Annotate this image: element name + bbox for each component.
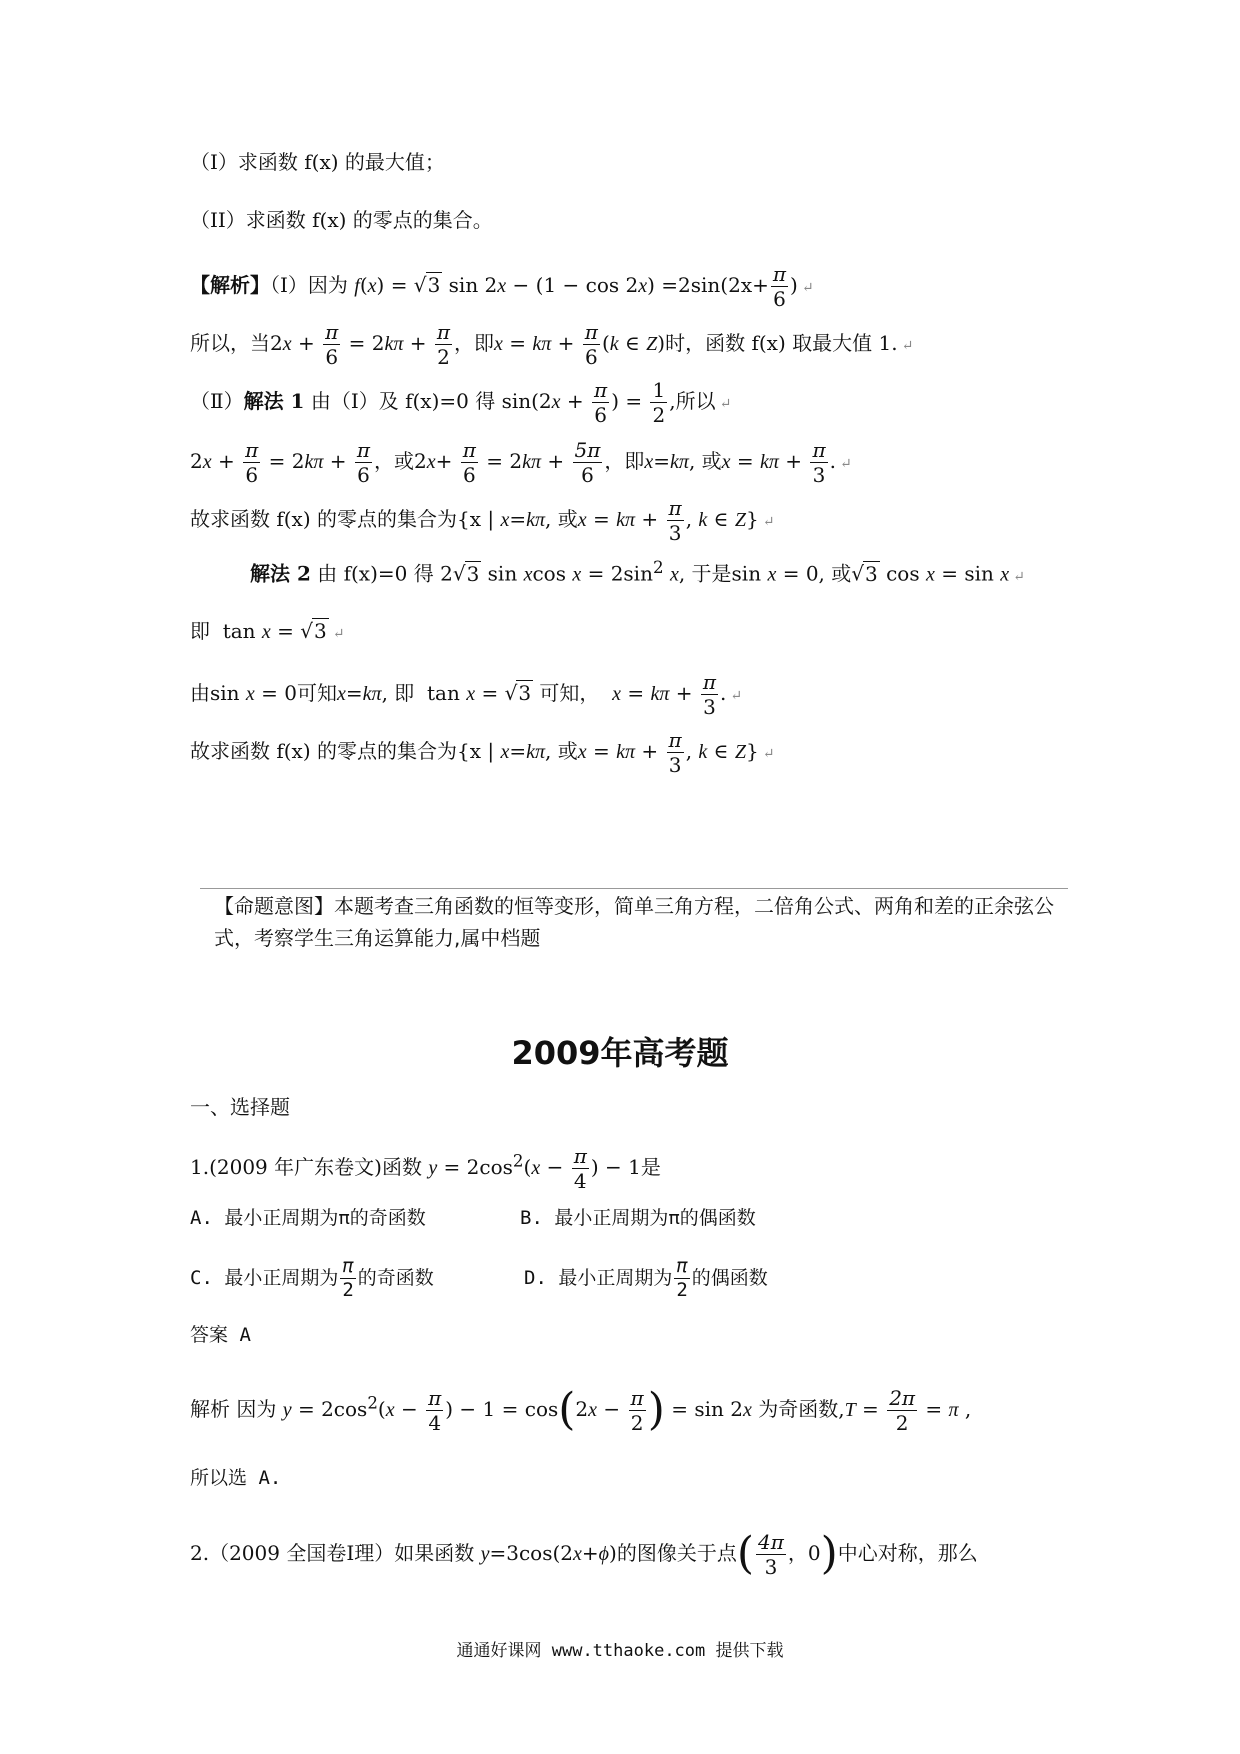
q1-option-d-suffix: 的偶函数 [691, 1267, 768, 1289]
q1-option-c-suffix: 的奇函数 [357, 1267, 434, 1289]
page-footer: 通通好课网 www.tthaoke.com 提供下载 [456, 1641, 784, 1661]
zero-set-text-1: 故求函数 f(x) 的零点的集合为 [190, 507, 458, 531]
method1-text: 由（Ⅰ）及 f(x)=0 得 [310, 389, 496, 413]
q1-analysis-prefix: 解析 因为 [190, 1396, 277, 1421]
solution-label: 【解析】 [190, 273, 270, 297]
method2-line: 解法 2 由 f(x)=0 得 2√3 sin xcos $x = 2\sin^2$ x, 于是sin x = 0, 或√3 cos x = sin x ↵ [250, 558, 1025, 586]
part-II-question: （II）求函数 f(x) 的零点的集合。 [190, 208, 493, 232]
q1-suffix: 是 [640, 1155, 661, 1179]
q2-line: 2.（2009 全国卷Ⅰ理）如果函数 y=3cos(2x+ϕ)的图像关于点( $\frac{4\pi}{3}$ ，0)中心对称，那么 [190, 1528, 978, 1579]
method1-equations: 2x + $\frac{\pi}{6}$ = 2kπ + $\frac{\pi}{6}$ ，或2x+ $\frac{\pi}{6}$ = 2kπ + $\frac{5\pi}{6}$ ，即x=kπ, 或x = kπ + $\frac{\pi}{3}$ . ↵ [190, 438, 852, 487]
q1-option-c-prefix: C. 最小正周期为 [190, 1267, 339, 1289]
ji-text-2: 即 [394, 681, 415, 705]
q1-prefix: 1.(2009 年广东卷文)函数 [190, 1155, 422, 1179]
q1-option-d: D. 最小正周期为 $\frac{\pi}{2}$ 的偶函数 [524, 1255, 768, 1301]
zero-set-text-2: 故求函数 f(x) 的零点的集合为 [190, 739, 458, 763]
section-title: 2009年高考题 [511, 1034, 729, 1072]
method1-label: 解法 1 [243, 389, 305, 413]
from-sin-line: 由sin x = 0可知x=kπ, 即 tan x = √3 可知， x = kπ + $\frac{\pi}{3}$ . ↵ [190, 670, 743, 719]
kezhi-text-2: 可知 [539, 681, 580, 705]
method2-text: 由 f(x)=0 得 [317, 561, 434, 586]
yushi-text: 于是 [691, 561, 732, 586]
solution-I-intro: （Ⅰ）因为 [270, 273, 348, 297]
intent-divider [200, 888, 1068, 889]
q1-option-c: C. 最小正周期为 $\frac{\pi}{2}$ 的奇函数 [190, 1255, 434, 1301]
solution-I-max: 所以，当 [190, 331, 270, 355]
solution-I-line: 【解析】（Ⅰ）因为 f(x) = √3 sin 2x − (1 − cos 2x) =2sin(2x+ $\frac{\pi}{6}$ ) ↵ [190, 262, 814, 311]
or-text-3: 或 [557, 507, 578, 531]
method1-suoyi: 所以 [675, 389, 716, 413]
ji-text-1: 即 [624, 449, 645, 473]
q1-option-a: A. 最小正周期为π的奇函数 [190, 1207, 426, 1229]
solution-I-max-tail: 时，函数 f(x) 取最大值 1. [665, 331, 898, 355]
method1-line: （Ⅱ）解法 1 由（Ⅰ）及 f(x)=0 得 sin(2x + $\frac{\pi}{6}$ ) = $\frac{1}{2}$ ,所以 ↵ [190, 378, 732, 427]
or-text-4: 或 [831, 561, 852, 586]
q1-option-d-prefix: D. 最小正周期为 [524, 1267, 673, 1289]
tan-line: 即 tan x = √3 ↵ [190, 619, 345, 643]
method2-label: 解法 2 [250, 561, 311, 586]
q1-analysis-mid: 为奇函数, [758, 1396, 845, 1421]
part-I-question: （Ⅰ）求函数 f(x) 的最大值； [190, 150, 445, 174]
q1-analysis: 解析 因为 $y = 2\cos^2(x$ − $\frac{\pi}{4}$ ) − 1 = cos(2x − $\frac{\pi}{2}$ ) = sin 2x 为奇函数,T = $\frac{2\pi}{2}$ = π , [190, 1384, 972, 1435]
q1-answer: 答案 A [190, 1324, 251, 1346]
section-heading: 一、选择题 [190, 1095, 290, 1119]
method1-intro: （Ⅱ） [190, 389, 244, 413]
from-sin-text: 由 [190, 681, 210, 705]
q1-option-b: B. 最小正周期为π的偶函数 [520, 1207, 756, 1229]
q2-prefix: 2.（2009 全国卷Ⅰ理）如果函数 [190, 1540, 475, 1565]
or-text-5: 或 [557, 739, 578, 763]
kezhi-text-1: 可知 [297, 681, 337, 705]
q1-conclusion: 所以选 A. [190, 1467, 282, 1489]
tan-line-text: 即 [190, 619, 210, 643]
or-text-2: 或 [701, 449, 722, 473]
or-text-1: 或 [394, 449, 415, 473]
solution-I-max-line: 所以，当2x + $\frac{\pi}{6}$ = 2kπ + $\frac{\pi}{2}$ ，即x = kπ + $\frac{\pi}{6}$ (k ∈ Z)时，函数 f(x) 取最大值 1. ↵ [190, 320, 914, 369]
method1-zero-set: 故求函数 f(x) 的零点的集合为{x | x=kπ, 或x = kπ + $\frac{\pi}{3}$ , k ∈ Z} ↵ [190, 496, 775, 545]
q1-line: 1.(2009 年广东卷文)函数 $y = 2\cos^2(x$ − $\frac{\pi}{4}$ ) − 1是 [190, 1144, 661, 1193]
intent-text: 【命题意图】本题考查三角函数的恒等变形，简单三角方程，二倍角公式、两角和差的正余弦公式，考察学生三角运算能力,属中档题 [214, 894, 1054, 950]
q2-mid: 的图像关于点 [616, 1540, 737, 1565]
method2-zero-set: 故求函数 f(x) 的零点的集合为{x | x=kπ, 或x = kπ + $\frac{\pi}{3}$ , k ∈ Z} ↵ [190, 728, 775, 777]
q2-suffix: 中心对称，那么 [837, 1540, 978, 1565]
